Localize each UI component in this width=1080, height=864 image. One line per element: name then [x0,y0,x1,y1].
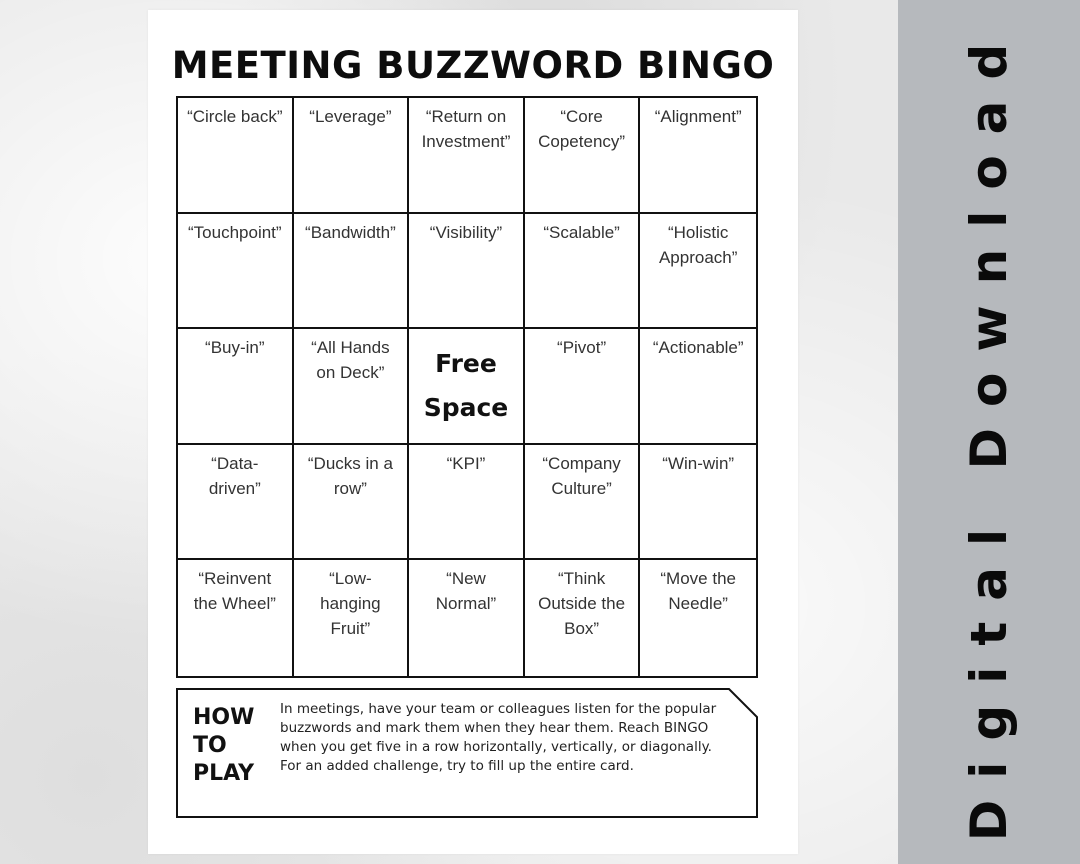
bingo-cell: “Reinvent the Wheel” [178,560,294,676]
bingo-cell: “Circle back” [178,98,294,214]
bingo-cell: “Think Outside the Box” [525,560,641,676]
bingo-cell: “New Normal” [409,560,525,676]
bingo-cell: “Touchpoint” [178,214,294,330]
free-space-cell: Free Space [409,329,525,445]
how-to-play-heading: HOW TO PLAY [193,705,255,786]
bingo-grid [176,96,758,678]
bingo-cell: “Data- driven” [178,445,294,561]
bingo-cell: “All Hands on Deck” [294,329,410,445]
bingo-cell: “Low- hanging Fruit” [294,560,410,676]
bingo-cell: “Bandwidth” [294,214,410,330]
bingo-cell: “Scalable” [525,214,641,330]
bingo-cell: “Ducks in a row” [294,445,410,561]
bingo-cell: “KPI” [409,445,525,561]
bingo-cell: “Core Copetency” [525,98,641,214]
bingo-cell: “Alignment” [640,98,756,214]
bingo-cell: “Actionable” [640,329,756,445]
how-to-play-box [176,688,758,818]
bingo-cell: “Visibility” [409,214,525,330]
bingo-cell: “Company Culture” [525,445,641,561]
bingo-cell: “Return on Investment” [409,98,525,214]
how-to-play-text: In meetings, have your team or colleagues listen for the popular buzzwords and mark them when they hear them. Reach BINGO when you get five in a row horizontally, vertically, or diagonally. For an added challenge, try to fill up the entire card. [280,701,717,774]
digital-download-label: Digital Download [960,22,1018,842]
bingo-cell: “Leverage” [294,98,410,214]
bingo-cell: “Buy-in” [178,329,294,445]
bingo-cell: “Win-win” [640,445,756,561]
card-title: MEETING BUZZWORD BINGO [171,44,775,87]
bingo-cell: “Holistic Approach” [640,214,756,330]
bingo-cell: “Move the Needle” [660,569,736,614]
bingo-cell: “Pivot” [525,329,641,445]
bingo-card-page [148,10,798,854]
